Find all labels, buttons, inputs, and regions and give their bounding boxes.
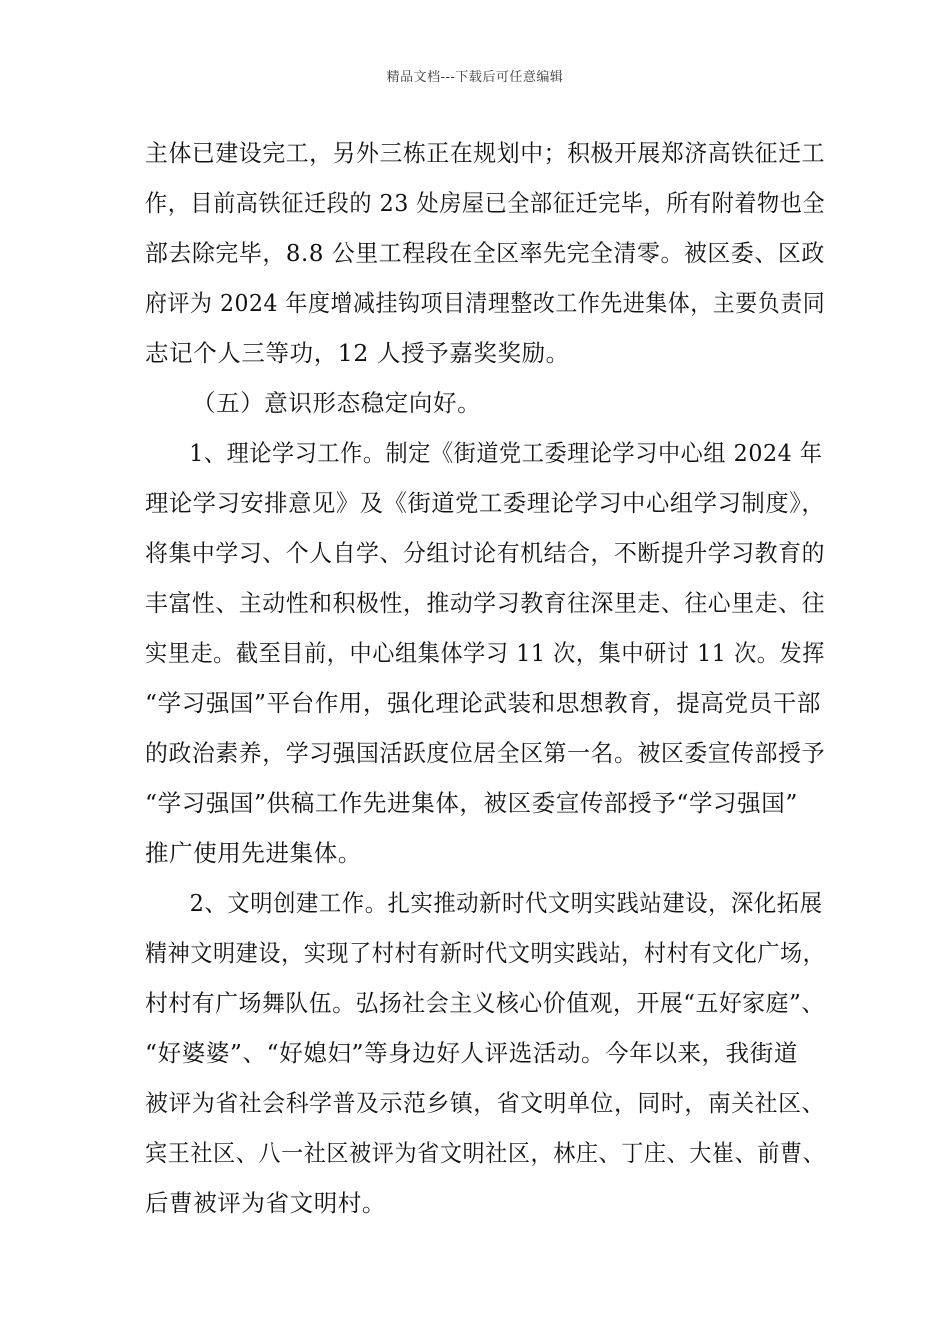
text-line: 部去除完毕，8.8 公里工程段在全区率先完全清零。被区委、区政	[145, 239, 825, 267]
text-line: 主体已建设完工，另外三栋正在规划中；积极开展郑济高铁征迁工	[145, 139, 826, 167]
document-body	[145, 128, 825, 1228]
text-line: 精神文明建设，实现了村村有新时代文明实践站，村村有文化广场，	[145, 939, 826, 967]
text-line: 实里走。截至目前，中心组集体学习 11 次，集中研讨 11 次。发挥	[145, 639, 825, 667]
text-line: 将集中学习、个人自学、分组讨论有机结合，不断提升学习教育的	[145, 539, 826, 567]
text-line: 2、文明创建工作。扎实推动新时代文明实践站建设，深化拓展	[189, 889, 823, 917]
text-line: “学习强国”供稿工作先进集体，被区委宣传部授予“学习强国”	[145, 789, 798, 817]
text-line: 作，目前高铁征迁段的 23 处房屋已全部征迁完毕，所有附着物也全	[145, 189, 826, 217]
page-header: 精品文档---下载后可任意编辑	[386, 70, 564, 85]
text-line: 丰富性、主动性和积极性，推动学习教育往深里走、往心里走、往	[145, 589, 826, 617]
text-line: 宾王社区、八一社区被评为省文明社区，林庄、丁庄、大崔、前曹、	[145, 1139, 826, 1167]
text-line: 被评为省社会科学普及示范乡镇，省文明单位，同时，南关社区、	[145, 1089, 826, 1117]
text-line: “好婆婆”、“好媳妇”等身边好人评选活动。今年以来，我街道	[145, 1039, 798, 1067]
text-line: “学习强国”平台作用，强化理论武装和思想教育，提高党员干部	[145, 689, 821, 717]
text-line: 志记个人三等功，12 人授予嘉奖奖励。	[145, 339, 570, 367]
text-line: 的政治素养，学习强国活跃度位居全区第一名。被区委宣传部授予	[145, 739, 826, 767]
text-line: 村村有广场舞队伍。弘扬社会主义核心价值观，开展“五好家庭”、	[145, 989, 825, 1017]
text-line: 1、理论学习工作。制定《街道党工委理论学习中心组 2024 年	[189, 439, 823, 467]
text-line: （五）意识形态稳定向好。	[192, 389, 482, 417]
text-line: 理论学习安排意见》及《街道党工委理论学习中心组学习制度》，	[145, 489, 826, 517]
text-line: 府评为 2024 年度增减挂钩项目清理整改工作先进集体，主要负责同	[145, 289, 826, 317]
text-line: 推广使用先进集体。	[145, 839, 362, 867]
text-line: 后曹被评为省文明村。	[145, 1189, 386, 1217]
